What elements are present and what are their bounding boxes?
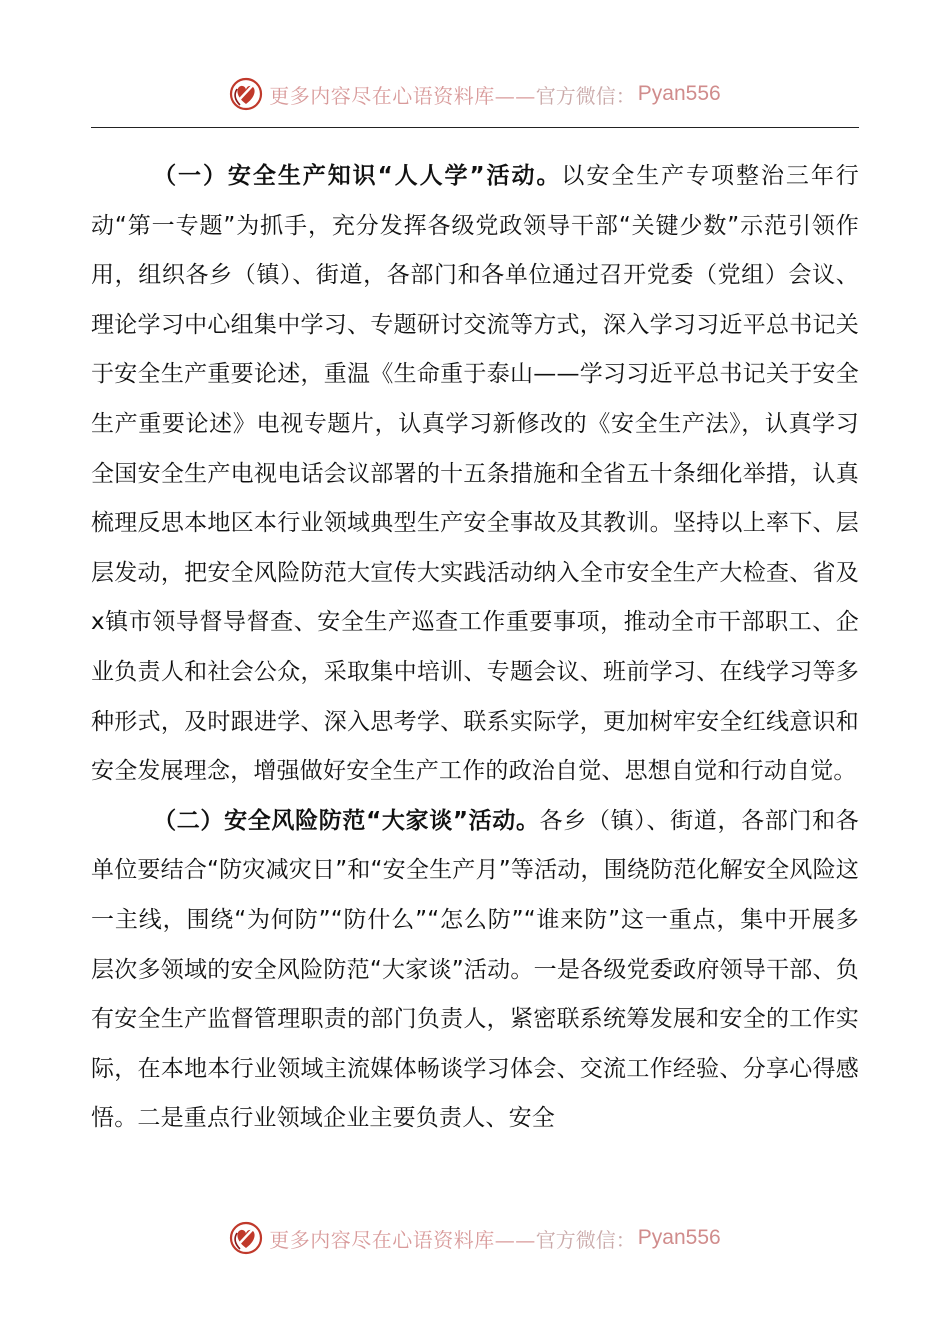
watermark-text: 更多内容尽在心语资料库—— (269, 1227, 536, 1252)
wechat-id: Pyan556 (637, 82, 721, 105)
watermark-text: 更多内容尽在心语资料库—— (269, 83, 536, 108)
document-body (91, 152, 859, 1144)
paragraph-heading: （二）安全风险防范“大家谈”活动。 (153, 807, 540, 834)
paragraph-text: 各乡（镇）、街道，各部门和各单位要结合“防灾减灾日”和“安全生产月”等活动，围绕防范化解安全风险这一主线，围绕“为何防”“防什么”“怎么防”“谁来防”这一重点，集中开展多层次多领域的安全风险防范“大家谈”活动。一是各级党委政府领导干部、负有安全生产监督管理职责的部门负责人，紧密联系统筹发展和安全的工作实际，在本地本行业领域主流媒体畅谈学习体会、交流工作经验、分享心得感悟。二是重点行业领域企业主要负责人、安全 (91, 807, 859, 1132)
paragraph-heading: （一）安全生产知识“人人学”活动。 (153, 163, 562, 189)
header-watermark (0, 72, 950, 116)
header-divider (91, 127, 859, 128)
paragraph-1 (91, 152, 859, 797)
footer-watermark (0, 1216, 950, 1260)
paragraph-2 (91, 797, 859, 1144)
paragraph-text: 以安全生产专项整治三年行动“第一专题”为抓手，充分发挥各级党政领导干部“关键少数”示范引领作用，组织各乡（镇）、街道，各部门和各单位通过召开党委（党组）会议、理论学习中心组集中学习、专题研讨交流等方式，深入学习习近平总书记关于安全生产重要论述，重温《生命重于泰山——学习习近平总书记关于安全生产重要论述》电视专题片，认真学习新修改的《安全生产法》，认真学习全国安全生产电视电话会议部署的十五条措施和全省五十条细化举措，认真梳理反思本地区本行业领域典型生产安全事故及其教训。坚持以上率下、层层发动，把安全风险防范大宣传大实践活动纳入全市安全生产大检查、省及x镇市领导督导督查、安全生产巡查工作重要事项，推动全市干部职工、企业负责人和社会公众，采取集中培训、专题会议、班前学习、在线学习等多种形式，及时跟进学、深入思考学、联系实际学，更加树牢安全红线意识和安全发展理念，增强做好安全生产工作的政治自觉、思想自觉和行动自觉。 (91, 163, 859, 785)
heart-logo-icon (229, 1221, 263, 1255)
heart-logo-icon (229, 77, 263, 111)
wechat-label: 官方微信： (535, 83, 636, 108)
wechat-label: 官方微信： (535, 1227, 636, 1252)
wechat-id: Pyan556 (637, 1226, 721, 1249)
